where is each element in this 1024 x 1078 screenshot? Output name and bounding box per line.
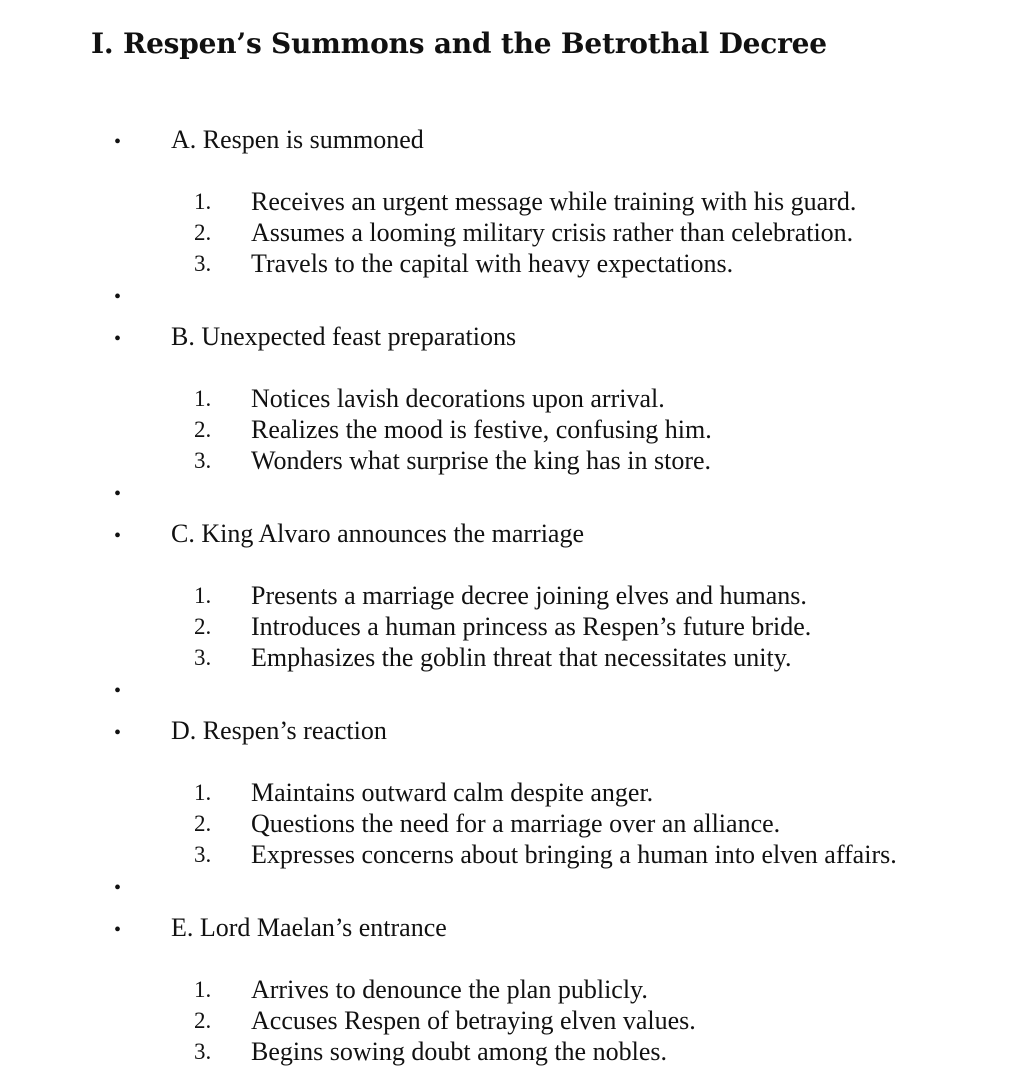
list-item-text: Travels to the capital with heavy expectations. [251,249,734,278]
bullet-icon: • [114,525,122,547]
list-item [0,580,1024,611]
list-item-text: Accuses Respen of betraying elven values. [251,1006,696,1035]
list-item [0,1005,1024,1036]
list-item [0,642,1024,673]
list-item-number: 3. [194,645,212,670]
list-item-number: 1. [194,780,212,805]
list-item [0,1036,1024,1067]
outline-section [0,715,1024,901]
list-item-text: Presents a marriage decree joining elves and humans. [251,581,807,610]
list-item [0,777,1024,808]
list-item [0,445,1024,476]
bullet-icon: • [114,722,122,744]
list-item-text: Questions the need for a marriage over an alliance. [251,809,781,838]
empty-bullet-row [0,476,1024,507]
list-item [0,839,1024,870]
list-item-number: 2. [194,1008,212,1033]
outline-section [0,912,1024,1067]
numbered-list [0,383,1024,476]
list-item [0,808,1024,839]
list-item-number: 1. [194,977,212,1002]
bullet-icon: • [114,680,122,702]
list-item-number: 2. [194,811,212,836]
bullet-icon: • [114,919,122,941]
list-item [0,248,1024,279]
list-item-number: 3. [194,1039,212,1064]
section-heading: E. Lord Maelan’s entrance [171,913,447,942]
list-item-text: Begins sowing doubt among the nobles. [251,1037,667,1066]
list-item [0,611,1024,642]
section-heading: B. Unexpected feast preparations [171,322,517,351]
list-item-text: Realizes the mood is festive, confusing him. [251,415,712,444]
list-item-number: 2. [194,417,212,442]
bullet-icon: • [114,328,122,350]
empty-bullet-row [0,279,1024,310]
numbered-list [0,974,1024,1067]
list-item [0,217,1024,248]
list-item-text: Introduces a human princess as Respen’s future bride. [251,612,812,641]
section-heading: D. Respen’s reaction [171,716,387,745]
bullet-icon: • [114,483,122,505]
section-heading-row [0,715,1024,746]
list-item-number: 3. [194,842,212,867]
list-item-number: 1. [194,386,212,411]
outline-section [0,124,1024,310]
list-item-text: Notices lavish decorations upon arrival. [251,384,665,413]
section-heading-row [0,912,1024,943]
section-heading: C. King Alvaro announces the marriage [171,519,584,548]
bullet-icon: • [114,877,122,899]
list-item-text: Expresses concerns about bringing a human into elven affairs. [251,840,897,869]
numbered-list [0,580,1024,673]
outline-list [0,124,1024,1078]
list-item-text: Emphasizes the goblin threat that necessitates unity. [251,643,792,672]
list-item-text: Assumes a looming military crisis rather than celebration. [251,218,854,247]
list-item-number: 1. [194,583,212,608]
page-title: I. Respen’s Summons and the Betrothal Decree [91,27,827,60]
list-item [0,414,1024,445]
section-heading-row [0,321,1024,352]
section-heading-row [0,124,1024,155]
list-item-number: 1. [194,189,212,214]
list-item-text: Receives an urgent message while training with his guard. [251,187,857,216]
section-heading-row [0,518,1024,549]
list-item-text: Arrives to denounce the plan publicly. [251,975,648,1004]
list-item-text: Maintains outward calm despite anger. [251,778,654,807]
numbered-list [0,186,1024,279]
list-item [0,186,1024,217]
numbered-list [0,777,1024,870]
list-item-text: Wonders what surprise the king has in store. [251,446,712,475]
empty-bullet-row [0,673,1024,704]
list-item [0,974,1024,1005]
empty-bullet-row [0,870,1024,901]
outline-section [0,518,1024,704]
outline-section [0,321,1024,507]
list-item-number: 3. [194,448,212,473]
list-item [0,383,1024,414]
bullet-icon: • [114,286,122,308]
list-item-number: 2. [194,614,212,639]
section-heading: A. Respen is summoned [171,125,424,154]
list-item-number: 2. [194,220,212,245]
bullet-icon: • [114,131,122,153]
list-item-number: 3. [194,251,212,276]
